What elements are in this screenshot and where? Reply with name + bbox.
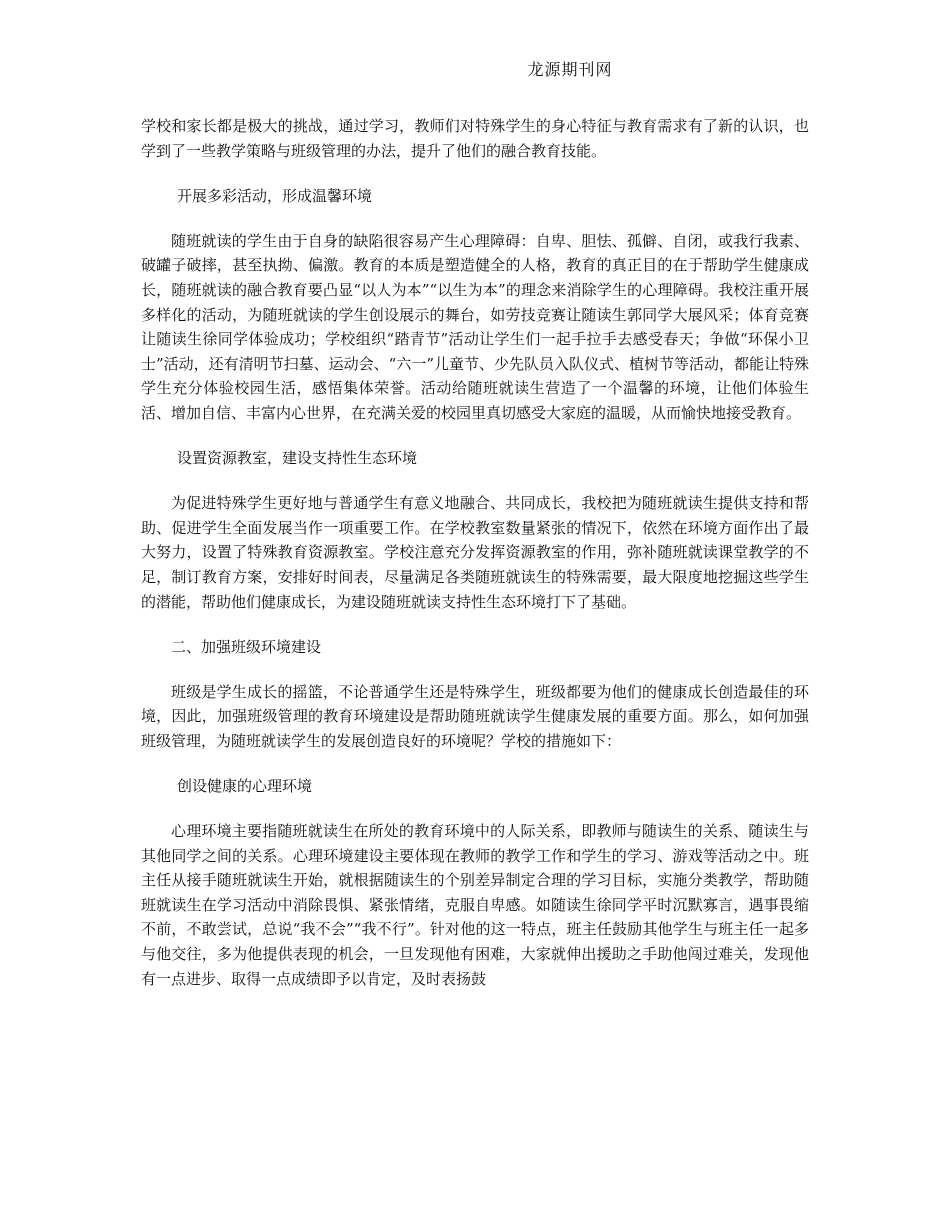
paragraph-class-environment: 班级是学生成长的摇篮，不论普通学生还是特殊学生，班级都要为他们的健康成长创造最佳的环境，因此，加强班级管理的教育环境建设是帮助随班就读学生健康发展的重要方面。那么，如何加强班级管理，为随班就读学生的发展创造良好的环境呢？学校的措施如下：	[141, 682, 809, 750]
section-heading-class-environment: 二、加强班级环境建设	[171, 637, 322, 656]
paragraph-continued: 学校和家长都是极大的挑战，通过学习，教师们对特殊学生的身心特征与教育需求有了新的认识，也学到了一些教学策略与班级管理的办法，提升了他们的融合教育技能。	[141, 117, 809, 160]
subheading-psychological-environment: 创设健康的心理环境	[177, 776, 313, 795]
paragraph-psychological-environment: 心理环境主要指随班就读生在所处的教育环境中的人际关系，即教师与随读生的关系、随读生与其他同学之间的关系。心理环境建设主要体现在教师的教学工作和学生的学习、游戏等活动之中。班主任从接手随班就读生开始，就根据随读生的个别差异制定合理的学习目标，实施分类教学，帮助随班就读生在学习活动中消除畏惧、紧张情绪，克服自卑感。如随读生徐同学平时沉默寡言，遇事畏缩不前，不敢尝试，总说“我不会”“我不行”。针对他的这一特点，班主任鼓励其他学生与班主任一起多与他交往，多为他提供表现的机会，一旦发现他有困难，大家就伸出援助之手助他闯过难关，发现他有一点进步、取得一点成绩即予以肯定，及时表扬鼓	[141, 822, 809, 988]
subheading-activities: 开展多彩活动，形成温馨环境	[177, 186, 373, 205]
subheading-resource-room: 设置资源教室，建设支持性生态环境	[177, 449, 418, 468]
article-body	[141, 114, 809, 991]
site-header: 龙源期刊网	[527, 60, 613, 79]
paragraph-resource-room: 为促进特殊学生更好地与普通学生有意义地融合、共同成长，我校把为随班就读生提供支持和帮助、促进学生全面发展当作一项重要工作。在学校教室数量紧张的情况下，依然在环境方面作出了最大努力，设置了特殊教育资源教室。学校注意充分发挥资源教室的作用，弥补随班就读课堂教学的不足，制订教育方案，安排好时间表，尽量满足各类随班就读生的特殊需要，最大限度地挖掘这些学生的潜能，帮助他们健康成长，为建设随班就读支持性生态环境打下了基础。	[141, 494, 809, 611]
paragraph-activities: 随班就读的学生由于自身的缺陷很容易产生心理障碍：自卑、胆怯、孤僻、自闭，或我行我素、破罐子破摔，甚至执拗、偏激。教育的本质是塑造健全的人格，教育的真正目的在于帮助学生健康成长，随班就读的融合教育要凸显“以人为本”“以生为本”的理念来消除学生的心理障碍。我校注重开展多样化的活动，为随班就读的学生创设展示的舞台，如劳技竞赛让随读生郭同学大展风采；体育竞赛让随读生徐同学体验成功；学校组织“踏青节”活动让学生们一起手拉手去感受春天；争做“环保小卫士”活动，还有清明节扫墓、运动会、“六一”儿童节、少先队员入队仪式、植树节等活动，都能让特殊学生充分体验校园生活，感悟集体荣誉。活动给随班就读生营造了一个温馨的环境，让他们体验生活、增加自信、丰富内心世界，在充满关爱的校园里真切感受大家庭的温暖，从而愉快地接受教育。	[141, 231, 810, 422]
